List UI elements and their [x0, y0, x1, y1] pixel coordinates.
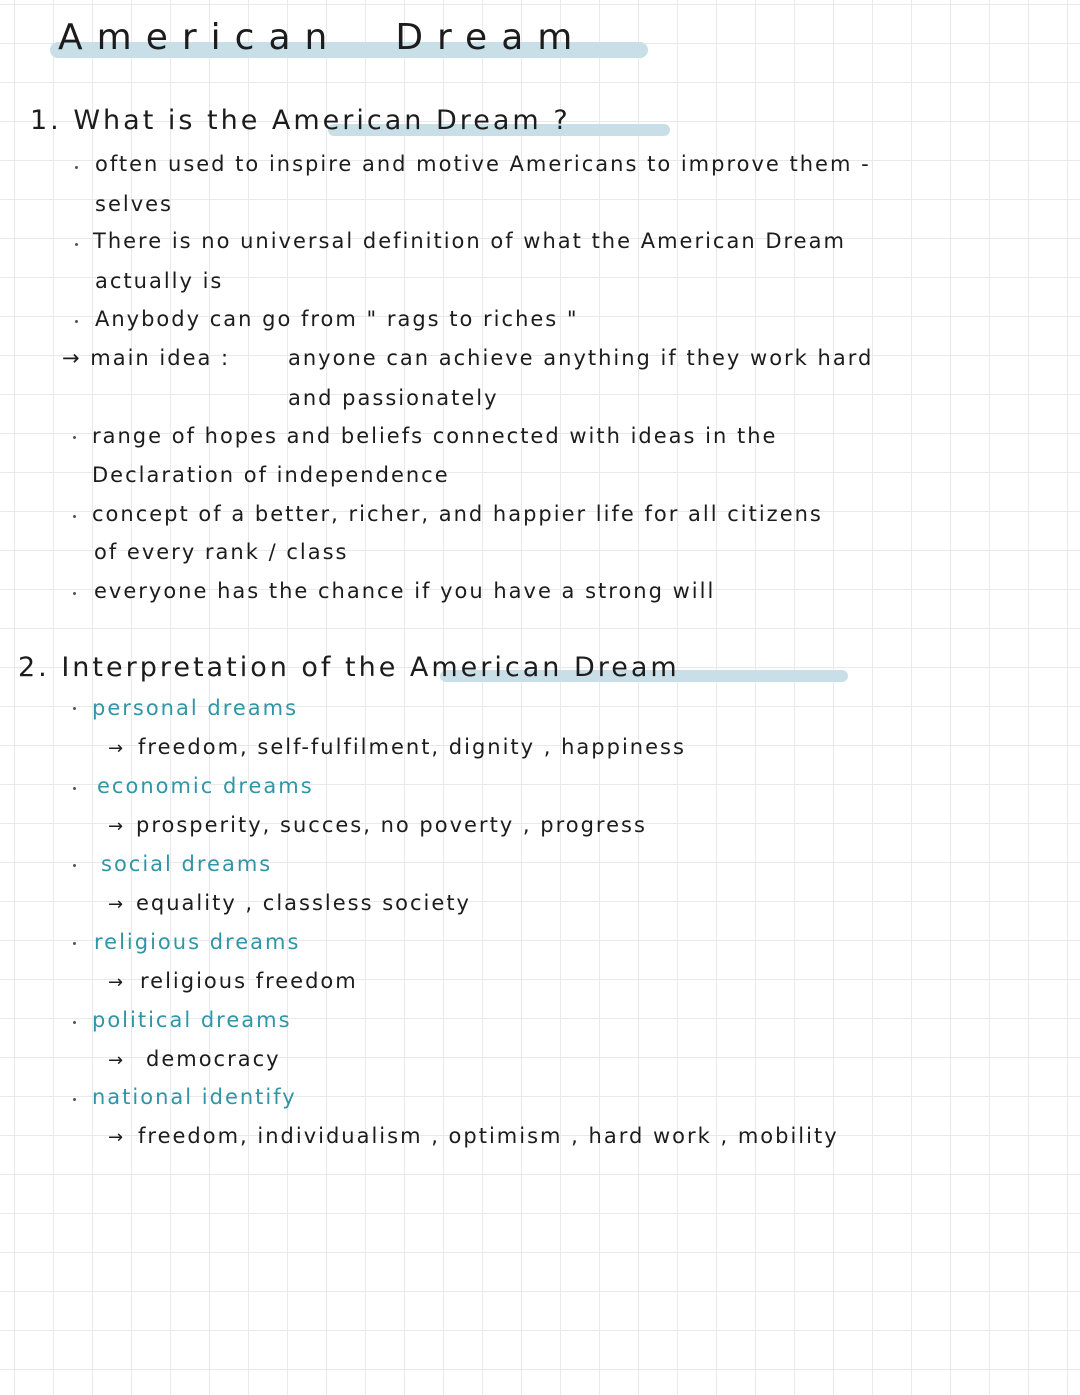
- title-word-1: American: [58, 17, 342, 58]
- bullet-dot: [73, 864, 76, 867]
- bullet-dot: [73, 942, 76, 945]
- arrow-icon: →: [108, 1050, 126, 1071]
- s1-b4-line1: range of hopes and beliefs connected with ideas in the: [92, 424, 778, 448]
- main-idea-line2: and passionately: [288, 386, 499, 410]
- s2-item3-detail: equality , classless society: [136, 891, 471, 915]
- s2-item2-detail: prosperity, succes, no poverty , progress: [136, 813, 647, 837]
- bullet-dot: [73, 787, 76, 790]
- main-idea-line1: anyone can achieve anything if they work hard: [288, 346, 874, 370]
- s1-b5-line1: concept of a better, richer, and happier life for all citizens: [92, 502, 823, 526]
- s1-b2-line1: There is no universal definition of what the American Dream: [93, 229, 846, 253]
- arrow-icon: →: [108, 894, 126, 915]
- section1-heading: 1. What is the American Dream ?: [30, 105, 571, 136]
- s2-item3-label: social dreams: [101, 852, 273, 876]
- bullet-dot: [73, 1021, 76, 1024]
- s2-item4-label: religious dreams: [94, 930, 301, 954]
- s1-b5-line2: of every rank / class: [94, 540, 349, 564]
- s2-item2-label: economic dreams: [97, 774, 314, 798]
- s1-b4-line2: Declaration of independence: [92, 463, 450, 487]
- s2-item1-detail: freedom, self-fulfilment, dignity , happiness: [138, 735, 686, 759]
- title-word-2: Dream: [395, 17, 587, 58]
- bullet-dot: [75, 166, 78, 169]
- arrow-icon: →: [108, 1127, 126, 1148]
- arrow-icon: →: [108, 816, 126, 837]
- main-idea-label: → main idea :: [62, 346, 231, 370]
- bullet-dot: [73, 592, 76, 595]
- s1-b3-line1: Anybody can go from " rags to riches ": [95, 307, 579, 331]
- arrow-icon: →: [108, 972, 126, 993]
- bullet-dot: [73, 1098, 76, 1101]
- bullet-dot: [73, 515, 76, 518]
- s2-item6-detail: freedom, individualism , optimism , hard work , mobility: [138, 1124, 839, 1148]
- s1-b1-line2: selves: [95, 192, 173, 216]
- s2-item5-label: political dreams: [92, 1008, 292, 1032]
- s2-item4-detail: religious freedom: [140, 969, 358, 993]
- s1-b6-line1: everyone has the chance if you have a strong will: [94, 579, 716, 603]
- page-title: [58, 16, 586, 60]
- bullet-dot: [75, 243, 78, 246]
- bullet-dot: [75, 320, 78, 323]
- s2-item1-label: personal dreams: [92, 696, 299, 720]
- s2-item6-label: national identify: [92, 1085, 297, 1109]
- section2-heading: 2. Interpretation of the American Dream: [18, 652, 680, 683]
- s2-item5-detail: democracy: [146, 1047, 281, 1071]
- s1-b1-line1: often used to inspire and motive Americans to improve them -: [95, 152, 871, 176]
- bullet-dot: [73, 707, 76, 710]
- arrow-icon: →: [108, 738, 126, 759]
- bullet-dot: [73, 436, 76, 439]
- s1-b2-line2: actually is: [95, 269, 224, 293]
